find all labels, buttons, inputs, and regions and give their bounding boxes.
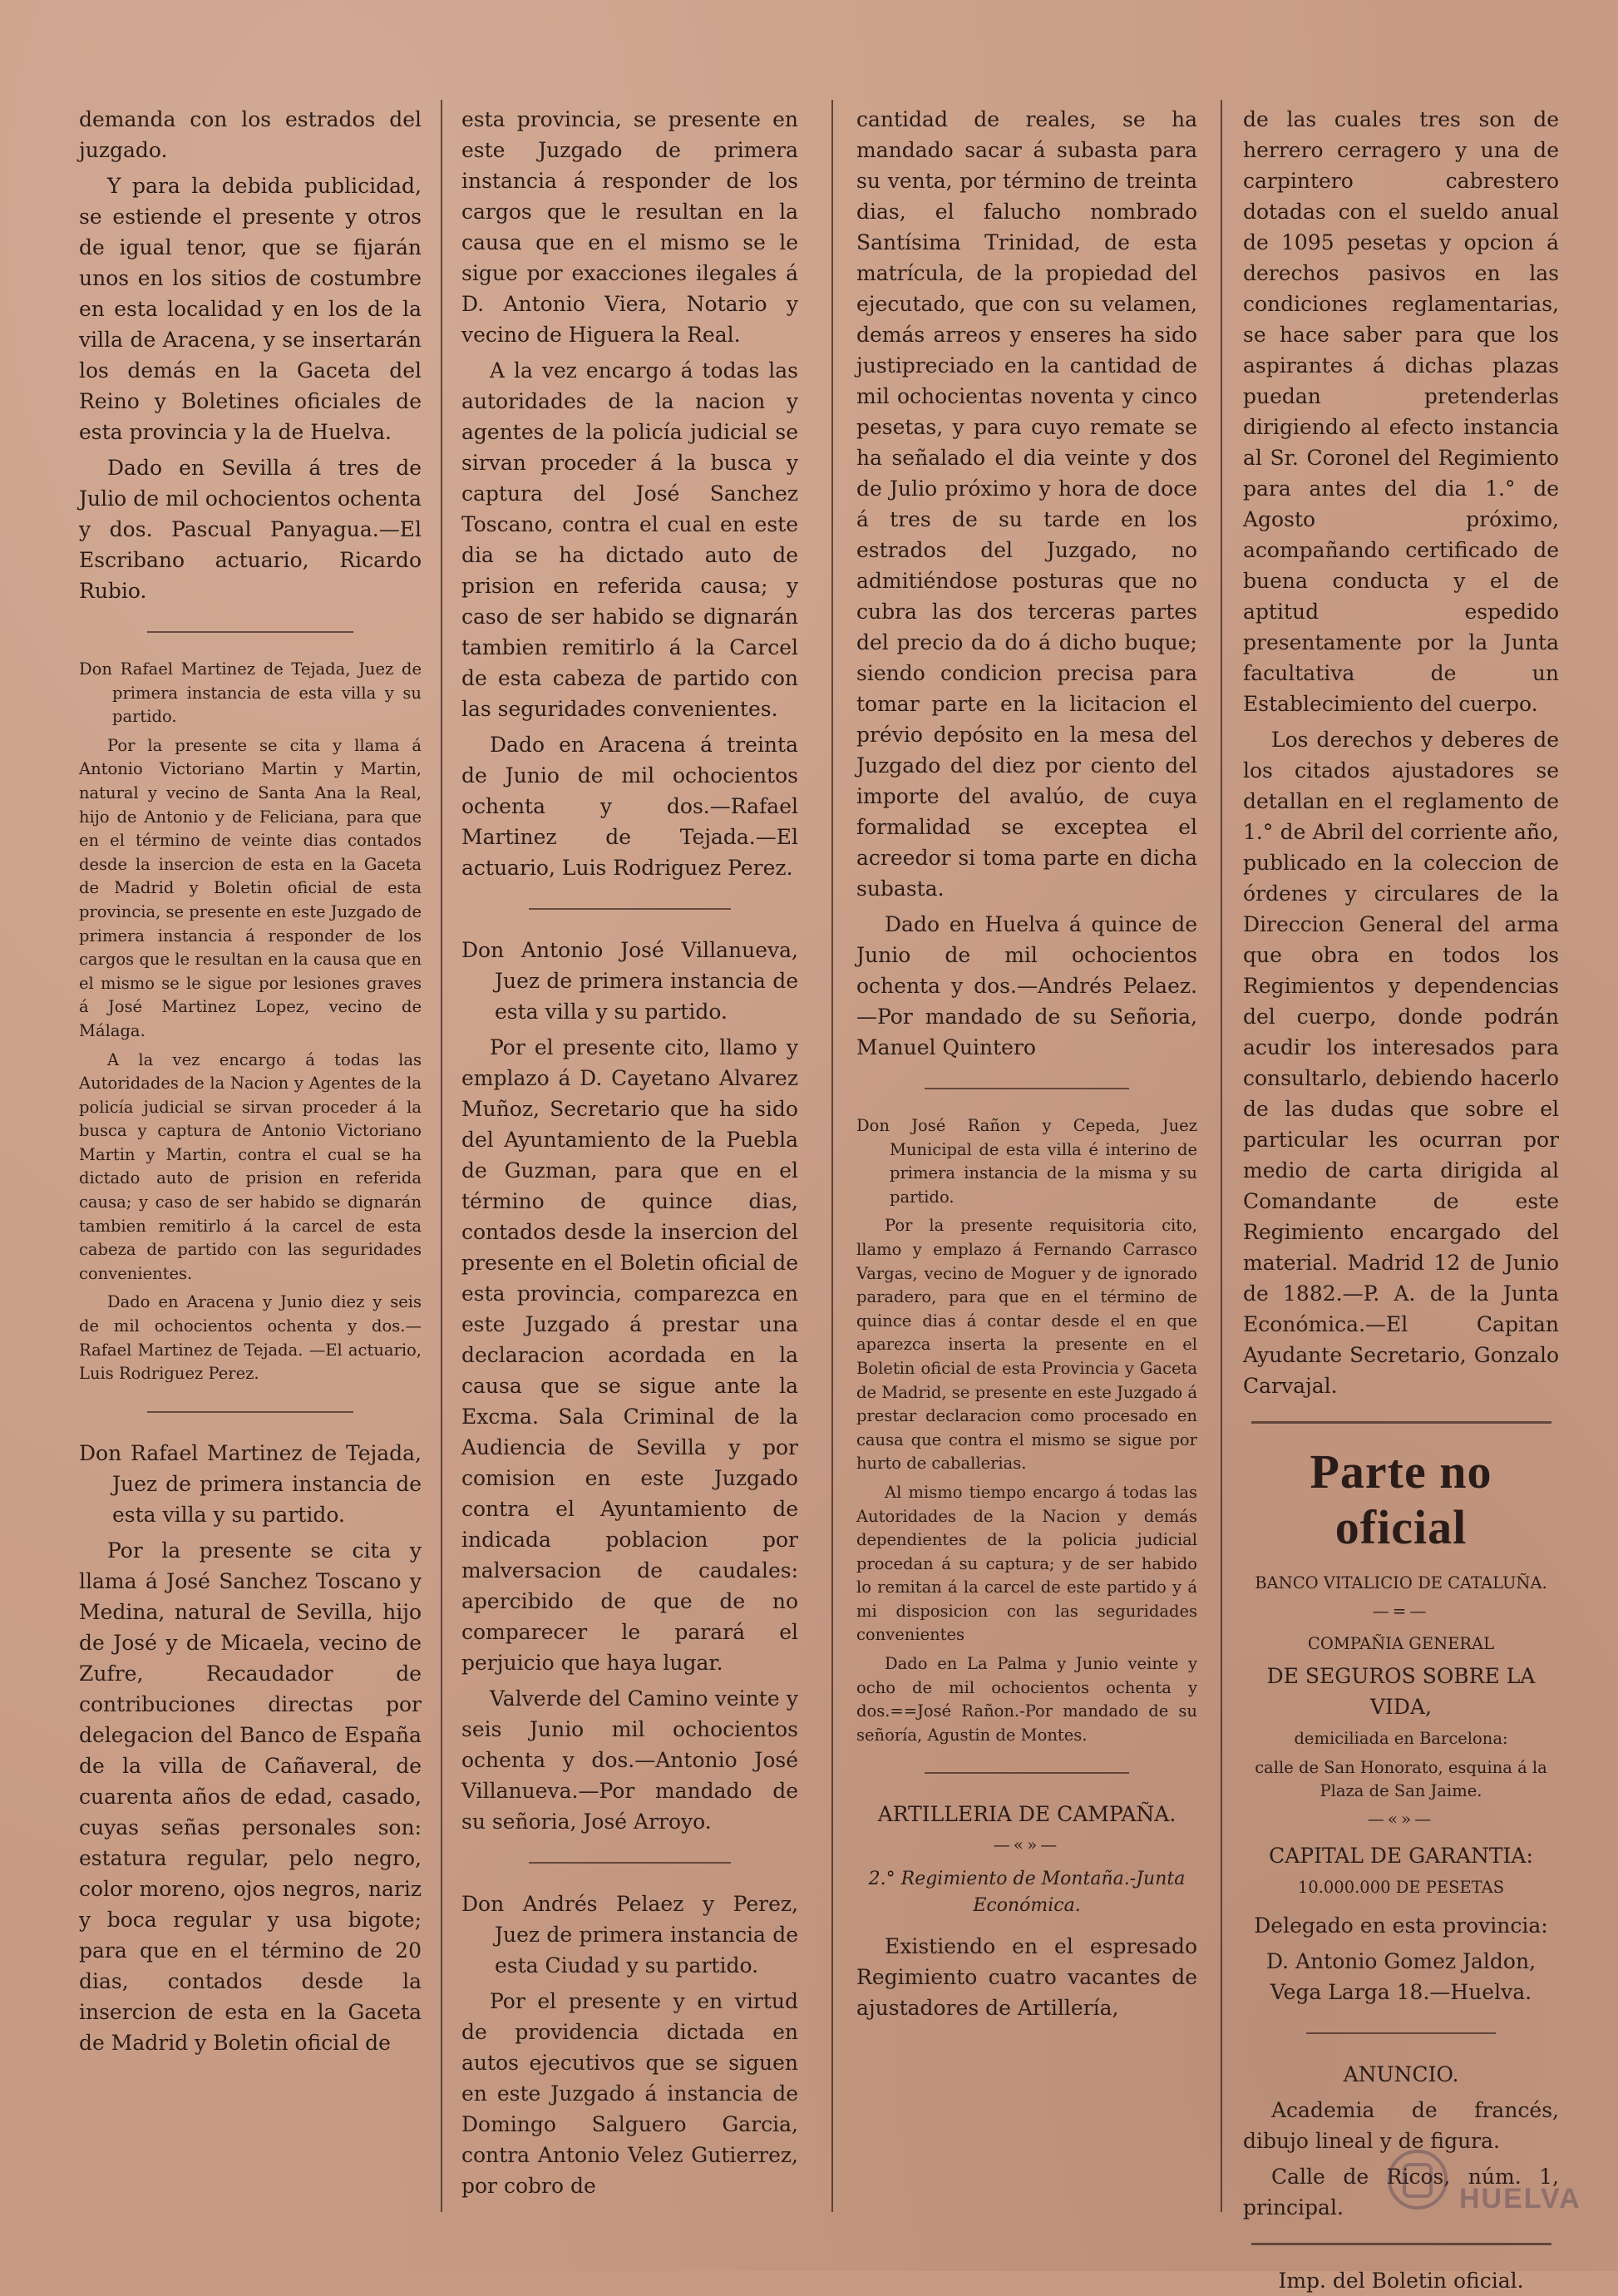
paragraph: Dado en La Palma y Junio veinte y ocho de mil ochocientos ochenta y dos.==José Rañon.-Por mandado de su señoría, Agustin de Montes.: [856, 1654, 1197, 1745]
paragraph: Los derechos y deberes de los citados ajustadores se detallan en el reglamento de 1.° de Abril del corriente año, publicado en la coleccion de órdenes y circulares de la Direccion General del arma que obra en todos los Regimientos y dependencias del cuerpo, donde podrán acudir los interesados para consultarlo, debiendo hacerlo de las dudas que sobre el particular les ocurran por medio de carta dirigida al Comandante de este Regimiento encargado del material. Madrid 12 de Junio de 1882.—P. A. de la Junta Económica.—El Capitan Ayudante Secretario, Gonzalo Carvajal.: [1243, 728, 1559, 1398]
delegate-line: D. Antonio Gomez Jaldon, Vega Larga 18.—Huelva.: [1265, 1948, 1537, 2004]
capital-amount: 10.000.000 DE PESETAS: [1297, 1877, 1505, 1897]
paragraph: Y para la debida publicidad, se estiende el presente y otros de igual tenor, que se fijarán unos en los sitios de costumbre en esta localidad y en los de la villa de Aracena, y se insertarán los demás en la Gaceta del Reino y Boletines oficiales de esta provincia y la de Huelva.: [79, 174, 422, 444]
library-stamp: [1384, 2146, 1592, 2221]
paragraph: cantidad de reales, se ha mandado sacar á subasta para su venta, por término de treinta dias, el falucho nombrado Santísima Trinidad, de esta matrícula, de la propiedad del ejecutado, que con su velamen, demás arreos y enseres ha sido justipreciado en la cantidad de mil ochocientas noventa y cinco pesetas, y para cuyo remate se ha señalado el dia veinte y dos de Julio próximo y hora de doce á tres de su tarde en los estrados del Juzgado, no admitiéndose posturas que no cubra las dos terceras partes del precio da do á dicho buque; siendo condicion precisa para tomar parte en la licitacion el prévio depósito en la mesa del Juzgado del diez por ciento del importe del avalúo, de cuya formalidad se exceptea el acreedor si toma parte en dicha subasta.: [856, 107, 1197, 901]
paragraph: Por el presente cito, llamo y emplazo á D. Cayetano Alvarez Muñoz, Secretario que ha sido del Ayuntamiento de la Puebla de Guzman, para que en el término de quince dias, contados desde la insercion del presente en el Boletin oficial de esta provincia, comparezca en este Juzgado á prestar una declaracion acordada en la causa que se sigue ante la Excma. Sala Criminal de la Audiencia de Sevilla y por comision en este Juzgado contra el Ayuntamiento de indicada poblacion por malversacion de caudales: apercibido de que de no comparecer le parará el perjuicio que haya lugar.: [461, 1035, 798, 1675]
ornament: —«»—: [993, 1834, 1061, 1855]
announcement-title: ANUNCIO.: [1343, 2061, 1459, 2086]
paragraph: Por la presente se cita y llama á Antonio Victoriano Martin y Martin, natural y vecino de Santa Ana la Real, hijo de Antonio y de Feliciana, para que en el término de veinte dias contados desde la insercion de esta en la Gaceta de Madrid y Boletin oficial de esta provincia, se presente en este Juzgado de primera instancia á responder de los cargos que le resultan en la causa que en el mismo se le sigue por lesiones graves á José Martinez Lopez, vecino de Málaga.: [79, 735, 422, 1040]
edict-heading: Don Andrés Pelaez y Perez, Juez de primera instancia de esta Ciudad y su partido.: [461, 1892, 798, 1978]
paragraph: Valverde del Camino veinte y seis Junio mil ochocientos ochenta y dos.—Antonio José Villanueva.—Por mandado de su señoria, José Arroyo.: [461, 1686, 798, 1834]
column-4: [1243, 104, 1559, 2293]
paragraph: A la vez encargo á todas las autoridades de la nacion y agentes de la policía judicial se sirvan proceder á la busca y captura del José Sanchez Toscano, contra el cual en este dia se ha dictado auto de prision en referida causa; y caso de ser habido se dignarán tambien remitirlo á la Carcel de esta cabeza de partido con las seguridades convenientes.: [461, 358, 798, 721]
edict-heading: Don Rafael Martinez de Tejada, Juez de primera instancia de esta villa y su partido.: [79, 1440, 422, 1527]
paragraph: Academia de francés, dibujo lineal y de figura.: [1243, 2097, 1559, 2153]
delegate-line: Delegado en esta provincia:: [1254, 1913, 1548, 1938]
edict-heading: Don Antonio José Villanueva, Juez de primera instancia de esta villa y su partido.: [461, 938, 798, 1024]
company-name: COMPAÑIA GENERAL: [1307, 1633, 1495, 1653]
address-line: calle de San Honorato, esquina á la Plaza de San Jaime.: [1255, 1757, 1547, 1801]
separator: [529, 1862, 731, 1864]
paragraph: Dado en Huelva á quince de Junio de mil ochocientos ochenta y dos.—Andrés Pelaez.—Por mandado de su Señoria, Manuel Quintero: [856, 912, 1197, 1059]
separator: [1306, 2032, 1496, 2034]
paragraph: Dado en Aracena á treinta de Junio de mil ochocientos ochenta y dos.—Rafael Martinez de Tejada.—El actuario, Luis Rodriguez Perez.: [461, 733, 798, 880]
paragraph: A la vez encargo á todas las Autoridades de la Nacion y Agentes de la policía judicial se sirvan proceder á la busca y captura de Antonio Victoriano Martin y Martin, contra el cual se ha dictado auto de prision en referida causa; y caso de ser habido se dignarán tambien remitirlo á la carcel de esta cabeza de partido con las seguridades convenientes.: [79, 1049, 422, 1283]
ornament: —«»—: [1367, 1808, 1435, 1829]
section-subtitle: 2.° Regimiento de Montaña.-Junta Económica.: [868, 1869, 1186, 1917]
section-heading: Parte no oficial: [1310, 1444, 1492, 1554]
column-2: [461, 104, 798, 2233]
separator: [925, 1772, 1129, 1774]
separator: [1251, 1421, 1551, 1424]
crest-icon: [1384, 2146, 1451, 2213]
paragraph: Por la presente se cita y llama á José Sanchez Toscano y Medina, natural de Sevilla, hijo de José y de Micaela, vecino de Zufre, Recaudador de contribuciones directas por delegacion del Banco de España de la villa de Cañaveral, de cuarenta años de edad, casado, cuyas señas personales son: estatura regular, pelo negro, color moreno, ojos negros, nariz y boca regular y usa bigote; para que en el término de 20 dias, contados desde la insercion de esta en la Gaceta de Madrid y Boletin oficial de: [79, 1538, 422, 2055]
edict-heading: Don Rafael Martinez de Tejada, Juez de primera instancia de esta villa y su partido.: [79, 659, 422, 727]
company-subtitle: DE SEGUROS SOBRE LA VIDA,: [1266, 1664, 1536, 1720]
paragraph: Dado en Sevilla á tres de Julio de mil ochocientos ochenta y dos. Pascual Panyagua.—El Escribano actuario, Ricardo Rubio.: [79, 456, 422, 603]
paragraph: Calle de Ricos, núm. 1, principal.: [1243, 2164, 1559, 2219]
separator: [147, 1411, 353, 1413]
separator: [1251, 2243, 1551, 2245]
column-1: [79, 104, 422, 2233]
ornament: —=—: [1372, 1600, 1430, 1621]
paragraph: esta provincia, se presente en este Juzgado de primera instancia á responder de los cargos que le resultan en la causa que en el mismo se le sigue por exacciones ilegales á D. Antonio Viera, Notario y vecino de Higuera la Real.: [461, 107, 798, 347]
edict-heading: Don José Rañon y Cepeda, Juez Municipal de esta villa é interino de primera instancia de la misma y su partido.: [856, 1116, 1197, 1207]
address-line: demiciliada en Barcelona:: [1294, 1729, 1508, 1749]
separator: [529, 908, 731, 910]
separator: [925, 1088, 1129, 1089]
column-3: [856, 104, 1197, 2233]
paragraph: Existiendo en el espresado Regimiento cuatro vacantes de ajustadores de Artillería,: [856, 1934, 1197, 2021]
section-title: ARTILLERIA DE CAMPAÑA.: [877, 1802, 1177, 1827]
stamp-text: HUELVA: [1459, 2183, 1581, 2215]
bank-name: BANCO VITALICIO DE CATALUÑA.: [1255, 1573, 1547, 1592]
paragraph: Por el presente y en virtud de providencia dictada en autos ejecutivos que se siguen en este Juzgado á instancia de Domingo Salguero Garcia, contra Antonio Velez Gutierrez, por cobro de: [461, 1989, 798, 2198]
printer-line: Imp. del Boletin oficial.: [1278, 2268, 1524, 2293]
paragraph: Dado en Aracena y Junio diez y seis de mil ochocientos ochenta y dos.—Rafael Martinez de Tejada. —El actuario, Luis Rodriguez Perez.: [79, 1292, 422, 1384]
capital-title: CAPITAL DE GARANTIA:: [1269, 1843, 1533, 1868]
column-divider: [1221, 100, 1222, 2212]
paragraph: demanda con los estrados del juzgado.: [79, 107, 422, 162]
paragraph: de las cuales tres son de herrero cerragero y una de carpintero cabrestero dotadas con el sueldo anual de 1095 pesetas y opcion á derechos pasivos en las condiciones reglamentarias, se hace saber para que los aspirantes á dichas plazas puedan pretenderlas dirigiendo al efecto instancia al Sr. Coronel del Regimiento para antes del dia 1.° de Agosto próximo, acompañando certificado de buena conducta y el de aptitud espedido presentamente por la Junta facultativa de un Establecimiento del cuerpo.: [1243, 107, 1559, 716]
column-divider: [441, 100, 442, 2212]
paragraph: Al mismo tiempo encargo á todas las Autoridades de la Nacion y demás dependientes de la policia judicial procedan á su captura; y de ser habido lo remitan á la carcel de este partido y á mi disposicion con las seguridades convenientes: [856, 1482, 1197, 1645]
paragraph: Por la presente requisitoria cito, llamo y emplazo á Fernando Carrasco Vargas, vecino de Moguer y de ignorado paradero, para que en el término de quince dias á contar desde el en que aparezca inserta la presente en el Boletin oficial de esta Provincia y Gaceta de Madrid, se presente en este Juzgado á prestar declaracion como procesado en causa que contra el mismo se sigue por hurto de caballerias.: [856, 1216, 1197, 1474]
separator: [147, 631, 353, 633]
column-divider: [831, 100, 833, 2212]
